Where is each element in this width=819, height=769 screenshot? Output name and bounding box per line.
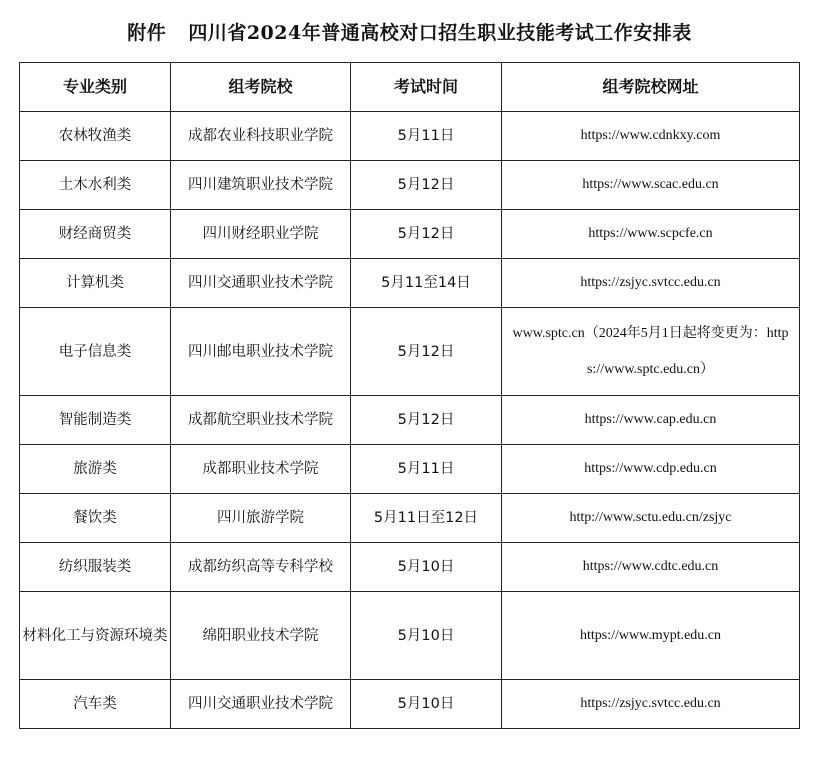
url-cell: https://www.mypt.edu.cn: [502, 592, 800, 680]
category-cell: 财经商贸类: [20, 210, 171, 259]
url-cell: http://www.sctu.edu.cn/zsjyc: [502, 494, 800, 543]
table-row: [20, 592, 800, 680]
header-school: 组考院校: [171, 63, 351, 112]
date-cell: 5月11至14日: [351, 259, 502, 308]
table-row: [20, 543, 800, 592]
school-cell: 绵阳职业技术学院: [171, 592, 351, 680]
school-cell: 四川财经职业学院: [171, 210, 351, 259]
category-cell: 汽车类: [20, 680, 171, 729]
date-cell: 5月12日: [351, 161, 502, 210]
url-cell: https://www.cdtc.edu.cn: [502, 543, 800, 592]
page-title: [0, 18, 819, 45]
date-cell: 5月11日: [351, 112, 502, 161]
table-row: [20, 161, 800, 210]
date-cell: 5月12日: [351, 308, 502, 396]
url-cell: https://zsjyc.svtcc.edu.cn: [502, 680, 800, 729]
title-main: 四川省2024年普通高校对口招生职业技能考试工作安排表: [188, 22, 692, 44]
header-date: 考试时间: [351, 63, 502, 112]
school-cell: 成都航空职业技术学院: [171, 396, 351, 445]
category-cell: 纺织服装类: [20, 543, 171, 592]
school-cell: 成都农业科技职业学院: [171, 112, 351, 161]
table-row: [20, 680, 800, 729]
category-cell: 旅游类: [20, 445, 171, 494]
school-cell: 成都纺织高等专科学校: [171, 543, 351, 592]
category-cell: 智能制造类: [20, 396, 171, 445]
category-cell: 农林牧渔类: [20, 112, 171, 161]
url-cell: https://www.scac.edu.cn: [502, 161, 800, 210]
table-row: [20, 112, 800, 161]
table-row: [20, 210, 800, 259]
date-cell: 5月10日: [351, 543, 502, 592]
url-cell: https://www.cap.edu.cn: [502, 396, 800, 445]
table-row: [20, 445, 800, 494]
header-category: 专业类别: [20, 63, 171, 112]
url-cell: www.sptc.cn（2024年5月1日起将变更为：https://www.sptc.edu.cn）: [502, 308, 800, 396]
url-cell: https://www.cdnkxy.com: [502, 112, 800, 161]
url-cell: https://www.scpcfe.cn: [502, 210, 800, 259]
date-cell: 5月10日: [351, 680, 502, 729]
table-row: [20, 259, 800, 308]
table-row: [20, 494, 800, 543]
title-prefix: 附件: [127, 22, 167, 44]
category-cell: 土木水利类: [20, 161, 171, 210]
schedule-table: [19, 62, 800, 729]
date-cell: 5月11日: [351, 445, 502, 494]
date-cell: 5月12日: [351, 396, 502, 445]
category-cell: 材料化工与资源环境类: [20, 592, 171, 680]
date-cell: 5月10日: [351, 592, 502, 680]
school-cell: 四川邮电职业技术学院: [171, 308, 351, 396]
school-cell: 四川交通职业技术学院: [171, 680, 351, 729]
category-cell: 计算机类: [20, 259, 171, 308]
header-url: 组考院校网址: [502, 63, 800, 112]
url-cell: https://www.cdp.edu.cn: [502, 445, 800, 494]
school-cell: 四川旅游学院: [171, 494, 351, 543]
school-cell: 成都职业技术学院: [171, 445, 351, 494]
table-row: [20, 308, 800, 396]
table-row: [20, 396, 800, 445]
school-cell: 四川建筑职业技术学院: [171, 161, 351, 210]
category-cell: 电子信息类: [20, 308, 171, 396]
category-cell: 餐饮类: [20, 494, 171, 543]
date-cell: 5月11日至12日: [351, 494, 502, 543]
table-header-row: [20, 63, 800, 112]
date-cell: 5月12日: [351, 210, 502, 259]
url-cell: https://zsjyc.svtcc.edu.cn: [502, 259, 800, 308]
school-cell: 四川交通职业技术学院: [171, 259, 351, 308]
